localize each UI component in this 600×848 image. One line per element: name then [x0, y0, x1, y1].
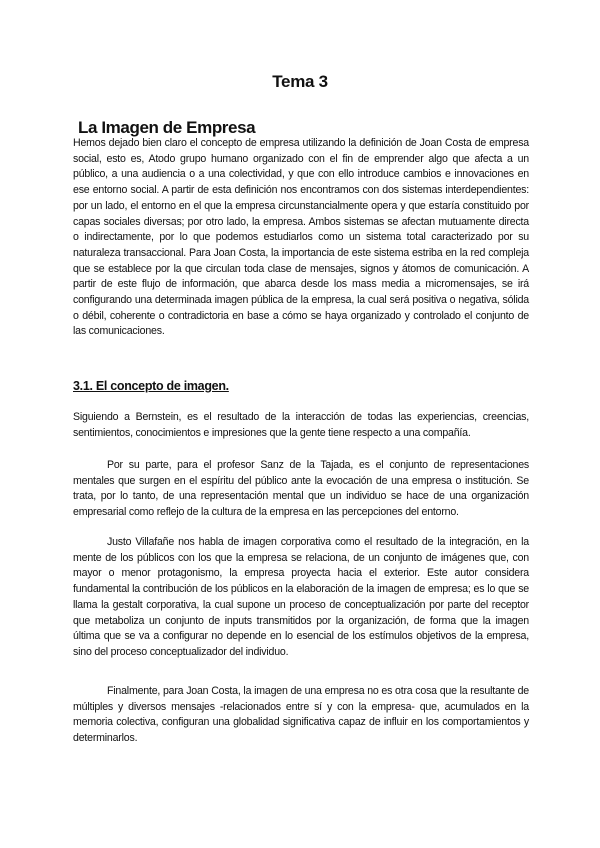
intro-paragraph: Hemos dejado bien claro el concepto de empresa utilizando la definición de Joan Costa de empresa social, esto es, Atodo grupo humano organizado con el fin de emprender algo que afecta a un público, a una audiencia o a una colectividad, y que con ello introduce cambios e innovaciones en ese entorno social. A partir de esta definición nos encontramos con dos sistemas interdependientes: por un lado, el entorno en el que la empresa circunstancialmente opera y que estaría constituido por capas sociales diversas; por otro lado, la empresa. Ambos sistemas se afectan mutuamente directa o indirectamente, por lo que podemos estudiarlos como un sistema total caracterizado por su naturaleza transaccional. Para Joan Costa, la importancia de este sistema estriba en la red compleja que se establece por la que circulan toda clase de mensajes, signos y átomos de comunicación. A partir de este flujo de información, que abarca desde los mass media a micromensajes, se irá configurando una determinada imagen pública de la empresa, la cual será positiva o negativa, sólida o débil, coherente o contradictoria en base a cómo se haya organizado y controlado el conjunto de las comunicaciones. [73, 137, 529, 338]
paragraph-villafane: Justo Villafañe nos habla de imagen corporativa como el resultado de la integración, en la mente de los públicos con los que la empresa se relaciona, de un conjunto de imágenes que, con mayor o menor protagonismo, la empresa proyecta hacia el exterior. Este autor considera fundamental la contribución de los públicos en la elaboración de la imagen de empresa; es lo que se llama la gestalt corporativa, la cual supone un proceso de conceptualización por parte del receptor que metaboliza un conjunto de inputs transmitidos por la organización, de forma que la imagen última que se va a configurar no depende en lo esencial de los estímulos objetivos de la empresa, sino del proceso conceptualizador del individuo. [73, 536, 529, 658]
paragraph-sanz-de-la-tajada: Por su parte, para el profesor Sanz de la Tajada, es el conjunto de representaciones mentales que surgen en el espíritu del público ante la evocación de una empresa o institución. Se trata, por lo tanto, de una representación mental que un individuo se hace de una organización empresarial como reflejo de la cultura de la empresa en las percepciones del entorno. [73, 459, 529, 519]
page-title: Tema 3 [272, 72, 328, 91]
paragraph-joan-costa: Finalmente, para Joan Costa, la imagen de una empresa no es otra cosa que la resultante de múltiples y diversos mensajes -relacionados entre sí y con la empresa- que, acumulados en la memoria colectiva, configuran una globalidad significativa capaz de influir en los comportamientos y determinarlos. [73, 685, 529, 745]
section-title: La Imagen de Empresa [78, 118, 256, 137]
subsection-heading: 3.1. El concepto de imagen. [73, 379, 229, 393]
paragraph-bernstein: Siguiendo a Bernstein, es el resultado de la interacción de todas las experiencias, creencias, sentimientos, conocimientos e impresiones que la gente tiene respecto a una compañía. [73, 411, 529, 439]
